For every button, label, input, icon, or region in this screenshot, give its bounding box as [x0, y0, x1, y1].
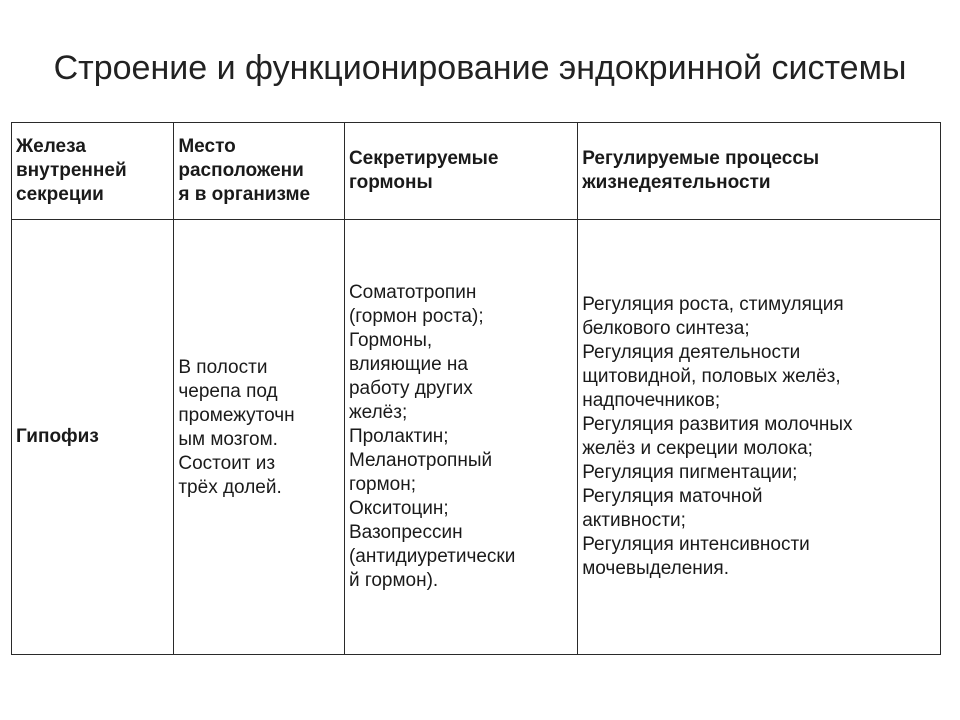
cell-place — [174, 220, 345, 655]
place-line: Состоит из — [178, 453, 276, 474]
place-line: черепа под — [178, 381, 278, 402]
hormone-line: Гормоны, — [348, 330, 433, 351]
cell-hormones — [344, 220, 577, 655]
hormone-line: (антидиуретически — [348, 546, 516, 567]
process-line: мочевыделения. — [582, 558, 729, 579]
place-line: промежуточн — [178, 405, 295, 426]
header-place-line: Место — [178, 136, 236, 157]
place-line: В полости — [178, 357, 268, 378]
slide-title: Строение и функционирование эндокринной системы — [53, 49, 907, 87]
process-line: желёз и секреции молока; — [582, 438, 813, 459]
cell-gland: Гипофиз — [12, 220, 174, 655]
header-processes — [578, 123, 941, 220]
header-hormones-line: гормоны — [348, 172, 433, 193]
hormone-line: гормон; — [348, 474, 416, 495]
hormone-line: Окситоцин; — [348, 498, 449, 519]
process-line: белкового синтеза; — [582, 318, 750, 339]
hormone-line: й гормон). — [348, 570, 439, 591]
process-line: Регуляция маточной — [582, 486, 763, 507]
process-line: щитовидной, половых желёз, — [582, 366, 841, 387]
hormone-line: Соматотропин — [348, 282, 477, 303]
place-line: ым мозгом. — [178, 429, 278, 450]
header-place-line: расположени — [178, 160, 304, 181]
hormone-line: Вазопрессин — [348, 522, 463, 543]
header-processes-line: Регулируемые процессы — [582, 148, 820, 169]
header-hormones-line: Секретируемые — [348, 148, 499, 169]
hormone-line: Меланотропный — [348, 450, 493, 471]
process-line: активности; — [582, 510, 686, 531]
hormone-line: работу других — [348, 378, 473, 399]
endocrine-table — [11, 122, 941, 655]
header-gland-line: секреции — [16, 184, 104, 205]
process-line: Регуляция развития молочных — [582, 414, 853, 435]
process-line: Регуляция интенсивности — [582, 534, 810, 555]
hormone-line: Пролактин; — [348, 426, 449, 447]
process-line: Регуляция пигментации; — [582, 462, 798, 483]
header-gland — [12, 123, 174, 220]
header-hormones — [344, 123, 577, 220]
header-place-line: я в организме — [178, 184, 311, 205]
header-place — [174, 123, 345, 220]
process-line: надпочечников; — [582, 390, 721, 411]
table-header-row — [12, 123, 941, 220]
process-line: Регуляция роста, стимуляция — [582, 294, 844, 315]
hormone-line: (гормон роста); — [348, 306, 484, 327]
hormone-line: влияющие на — [348, 354, 468, 375]
header-processes-line: жизнедеятельности — [582, 172, 771, 193]
cell-processes — [578, 220, 941, 655]
place-line: трёх долей. — [178, 477, 282, 498]
hormone-line: желёз; — [348, 402, 408, 423]
header-gland-line: Железа — [16, 136, 86, 157]
process-line: Регуляция деятельности — [582, 342, 801, 363]
header-gland-line: внутренней — [16, 160, 127, 181]
table-row — [12, 220, 941, 655]
